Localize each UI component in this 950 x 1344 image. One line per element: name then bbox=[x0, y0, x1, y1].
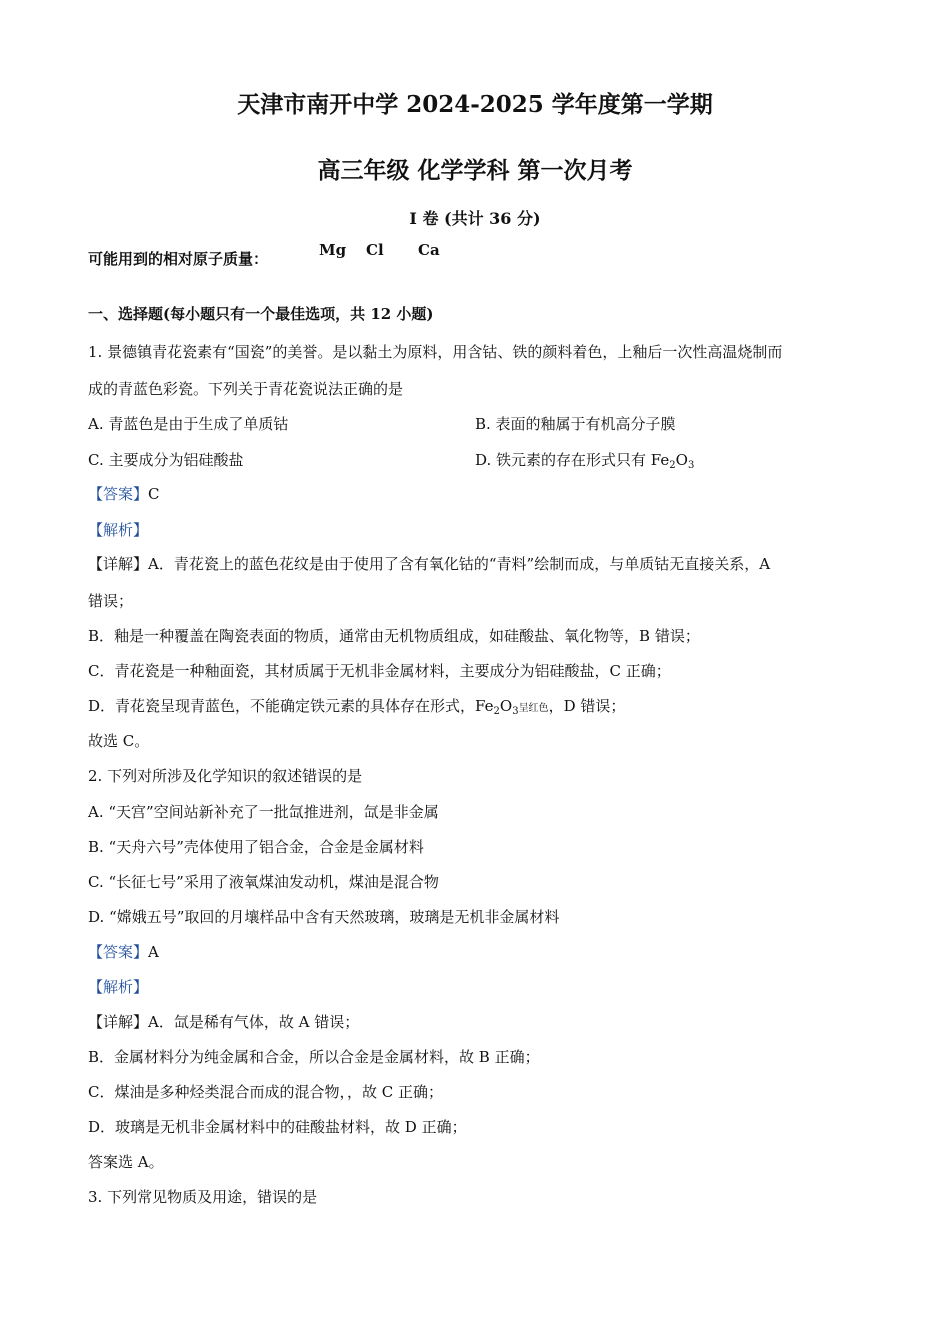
atomic-element-cl: Cl bbox=[366, 241, 384, 259]
q1-answer: C bbox=[148, 485, 160, 503]
q1-option-c: C. 主要成分为铝硅酸盐 bbox=[88, 451, 244, 469]
q1-option-d: D. 铁元素的存在形式只有 $Fe_2O_3$ bbox=[475, 451, 695, 471]
q1-detail-a-line2: 错误； bbox=[88, 592, 134, 610]
q2-detail-a: 【详解】A．氙是稀有气体，故 A 错误； bbox=[88, 1013, 360, 1031]
q2-detail-c: C．煤油是多种烃类混合而成的混合物，，故 C 正确； bbox=[88, 1083, 443, 1101]
q1-option-a: A. 青蓝色是由于生成了单质钴 bbox=[88, 415, 289, 433]
q3-stem: 3. 下列常见物质及用途，错误的是 bbox=[88, 1188, 318, 1206]
section-label: I 卷 (共计 36 分) bbox=[409, 209, 541, 228]
q2-option-d: D. “嫦娥五号”取回的月壤样品中含有天然玻璃，玻璃是无机非金属材料 bbox=[88, 908, 560, 926]
q2-option-a: A. “天宫”空间站新补充了一批氙推进剂，氙是非金属 bbox=[88, 803, 439, 821]
q2-option-b: B. “天舟六号”壳体使用了铝合金，合金是金属材料 bbox=[88, 838, 424, 856]
answer-tag: 【答案】 bbox=[88, 943, 149, 961]
q1-stem-line1: 1. 景德镇青花瓷素有“国瓷”的美誉。是以黏土为原料，用含钴、铁的颜料着色，上釉后一次性高温烧制而 bbox=[88, 343, 783, 361]
atomic-element-ca: Ca bbox=[418, 241, 440, 259]
detail-tag: 【详解】 bbox=[88, 555, 149, 573]
q2-conclusion: 答案选 A。 bbox=[88, 1153, 164, 1171]
q2-analysis-tag: 【解析】 bbox=[88, 978, 149, 996]
atomic-element-mg: Mg bbox=[319, 241, 347, 259]
q1-detail-c: C．青花瓷是一种釉面瓷，其材质属于无机非金属材料，主要成分为铝硅酸盐，C 正确； bbox=[88, 662, 671, 680]
q2-stem: 2. 下列对所涉及化学知识的叙述错误的是 bbox=[88, 767, 363, 785]
q1-detail-b: B．釉是一种覆盖在陶瓷表面的物质，通常由无机物质组成，如硅酸盐、氧化物等，B 错误； bbox=[88, 627, 700, 645]
q1-stem-line2: 成的青蓝色彩瓷。下列关于青花瓷说法正确的是 bbox=[88, 380, 404, 398]
atomic-mass-label: 可能用到的相对原子质量： bbox=[88, 250, 269, 268]
q1-conclusion: 故选 C。 bbox=[88, 732, 150, 750]
q1-detail-d: D．青花瓷呈现青蓝色，不能确定铁元素的具体存在形式，$Fe_2O_3$呈红色，D 错误； bbox=[88, 697, 626, 717]
q2-detail-d: D．玻璃是无机非金属材料中的硅酸盐材料，故 D 正确； bbox=[88, 1118, 467, 1136]
q1-option-b: B. 表面的釉属于有机高分子膜 bbox=[475, 415, 676, 433]
exam-title-line2: 高三年级 化学学科 第一次月考 bbox=[317, 157, 633, 184]
q1-detail-a-line1: 【详解】A．青花瓷上的蓝色花纹是由于使用了含有氧化钴的“青料”绘制而成，与单质钴无直接关系，A bbox=[88, 555, 771, 573]
q1-analysis-tag: 【解析】 bbox=[88, 521, 149, 539]
q2-answer-row bbox=[88, 941, 159, 962]
q2-detail-b: B．金属材料分为纯金属和合金，所以合金是金属材料，故 B 正确； bbox=[88, 1048, 540, 1066]
q1-answer-row bbox=[88, 483, 160, 504]
answer-tag: 【答案】 bbox=[88, 485, 149, 503]
part-heading: 一、选择题(每小题只有一个最佳选项，共 12 小题) bbox=[88, 305, 434, 323]
detail-tag: 【详解】 bbox=[88, 1013, 149, 1031]
q2-option-c: C. “长征七号”采用了液氧煤油发动机，煤油是混合物 bbox=[88, 873, 439, 891]
exam-title-line1: 天津市南开中学 2024-2025 学年度第一学期 bbox=[237, 91, 713, 118]
q2-answer: A bbox=[148, 943, 159, 961]
